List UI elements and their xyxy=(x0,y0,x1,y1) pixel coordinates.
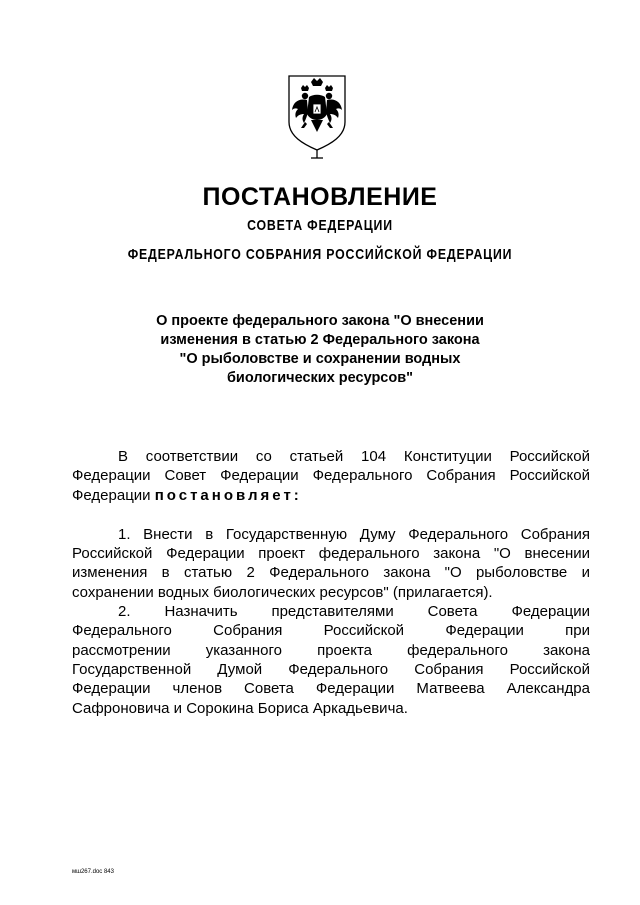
preamble-prefix: Федерации xyxy=(72,486,151,504)
resolution-keyword: постановляет: xyxy=(154,486,302,504)
document-file-code: мш267.doc 843 xyxy=(72,869,114,875)
coat-of-arms-icon xyxy=(283,70,351,160)
item1-line: Российской Федерации проект федерального закона "О внесении xyxy=(72,545,590,563)
document-body xyxy=(72,447,590,718)
item2-line: Государственной Думой Федерального Собрания Российской xyxy=(72,660,590,678)
document-subject xyxy=(100,312,540,388)
subject-line: "О рыболовстве и сохранении водных xyxy=(179,351,461,367)
item2-line: рассмотрении указанного проекта федерального закона xyxy=(72,641,590,659)
document-subtitle-line2: ФЕДЕРАЛЬНОГО СОБРАНИЯ РОССИЙСКОЙ ФЕДЕРАЦИИ xyxy=(127,246,513,263)
document-subtitle-line1: СОВЕТА ФЕДЕРАЦИИ xyxy=(247,217,393,234)
preamble-line: Федерации Совет Федерации Федерального Собрания Российской xyxy=(72,467,590,485)
item2-line: 2. Назначить представителями Совета Федерации xyxy=(118,603,590,621)
preamble-line xyxy=(72,486,590,505)
subject-line: изменения в статью 2 Федерального закона xyxy=(160,332,480,348)
item2-line: Федерации членов Совета Федерации Матвеева Александра xyxy=(72,680,590,698)
item2-line: Федерального Собрания Российской Федерации при xyxy=(72,622,590,640)
subject-line: О проекте федерального закона "О внесении xyxy=(156,313,484,329)
item2-line: Сафроновича и Сорокина Бориса Аркадьевича. xyxy=(72,699,408,717)
preamble-line: В соответствии со статьей 104 Конституции Российской xyxy=(118,448,590,465)
item1-line: сохранении водных биологических ресурсов" (прилагается). xyxy=(72,583,493,601)
item1-line: изменения в статью 2 Федерального закона "О рыболовстве и xyxy=(72,564,590,582)
item1-line: 1. Внести в Государственную Думу Федерального Собрания xyxy=(118,525,590,543)
document-title: ПОСТАНОВЛЕНИЕ xyxy=(202,183,438,211)
subject-line: биологических ресурсов" xyxy=(226,370,414,386)
